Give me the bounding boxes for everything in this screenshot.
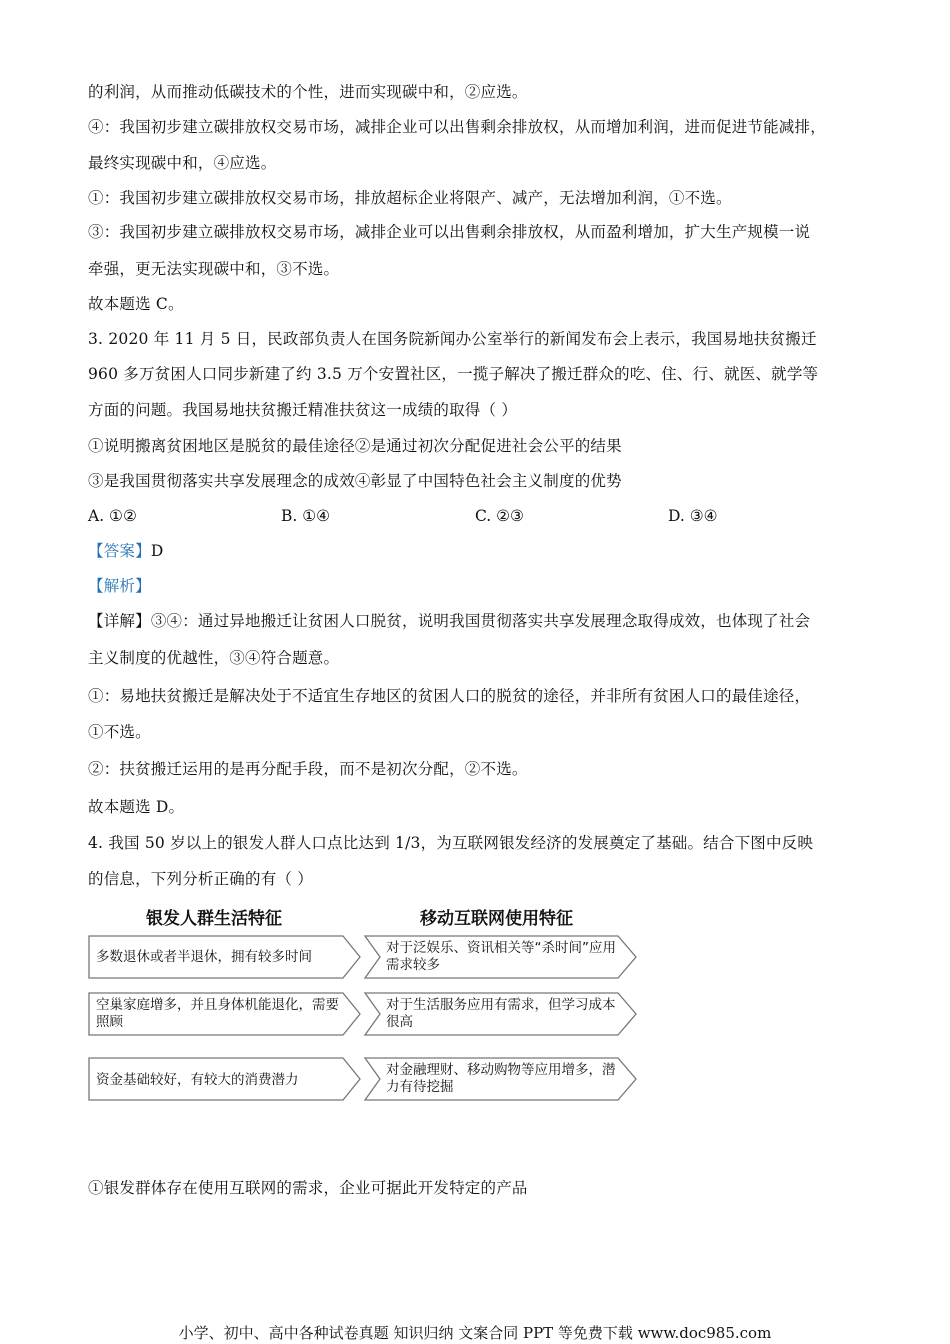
analysis-tag: 【解析】 [88,577,151,595]
question-3-statement: ③是我国贯彻落实共享发展理念的成效④彰显了中国特色社会主义制度的优势 [88,472,622,490]
question-3-line: 3. 2020 年 11 月 5 日，民政部负责人在国务院新闻办公室举行的新闻发布会上表示，我国易地扶贫搬迁 [88,330,817,348]
right-box-1-text: 对于泛娱乐、资讯相关等“杀时间”应用需求较多 [386,940,616,973]
answer-line [88,540,868,562]
question-4-line: 4. 我国 50 岁以上的银发人群人口点比达到 1/3，为互联网银发经济的发展奠定了基础。结合下图中反映 [88,834,814,852]
left-box-1-text: 多数退休或者半退休，拥有较多时间 [96,949,312,965]
detail-text: ③④：通过异地搬迁让贫困人口脱贫，说明我国贯彻落实共享发展理念取得成效，也体现了社会 [150,612,811,630]
statement-1: ①银发群体存在使用互联网的需求，企业可据此开发特定的产品 [88,1179,528,1197]
left-box-2-text: 空巢家庭增多，并且身体机能退化，需要照顾 [96,997,339,1030]
answer-value: D [150,542,164,560]
option-b: B. ①④ [281,507,331,525]
question-3-line: 方面的问题。我国易地扶贫搬迁精准扶贫这一成绩的取得（ ） [88,401,518,419]
right-box-3-text: 对金融理财、移动购物等应用增多，潜力有待挖掘 [386,1062,616,1095]
silver-economy-diagram [88,900,648,1105]
left-column-title: 银发人群生活特征 [146,909,282,929]
left-box-3-text: 资金基础较好，有较大的消费潜力 [96,1072,299,1088]
paragraph-line: 最终实现碳中和，④应选。 [88,154,277,172]
question-3-line: 960 多万贫困人口同步新建了约 3.5 万个安置社区，一揽子解决了搬迁群众的吃、住、行、就医、就学等 [88,365,819,383]
paragraph-line: 牵强，更无法实现碳中和，③不选。 [88,260,340,278]
right-column-title: 移动互联网使用特征 [420,909,573,929]
detail-line [88,610,868,632]
detail-line: 故本题选 D。 [88,798,185,816]
detail-line: ①：易地扶贫搬迁是解决处于不适宜生存地区的贫困人口的脱贫的途径，并非所有贫困人口的最佳途径， [88,687,811,705]
question-4-line: 的信息，下列分析正确的有（ ） [88,870,313,888]
answer-tag: 【答案】 [88,542,151,560]
paragraph-line: 的利润，从而推动低碳技术的个性，进而实现碳中和，②应选。 [88,83,528,101]
paragraph-line: ③：我国初步建立碳排放权交易市场，减排企业可以出售剩余排放权，从而盈利增加，扩大生产规模一说 [88,223,811,241]
detail-tag: 【详解】 [88,612,151,630]
paragraph-line: ①：我国初步建立碳排放权交易市场，排放超标企业将限产、减产，无法增加利润，①不选。 [88,189,732,207]
page-footer: 小学、初中、高中各种试卷真题 知识归纳 文案合同 PPT 等免费下载 www.doc985.com [178,1324,772,1342]
option-d: D. ③④ [668,507,718,525]
option-c: C. ②③ [475,507,524,525]
right-box-2-text: 对于生活服务应用有需求，但学习成本很高 [386,997,616,1030]
detail-line: 主义制度的优越性，③④符合题意。 [88,649,340,667]
detail-line: ②：扶贫搬迁运用的是再分配手段，而不是初次分配，②不选。 [88,760,528,778]
detail-line: ①不选。 [88,723,151,741]
question-3-statement: ①说明搬离贫困地区是脱贫的最佳途径②是通过初次分配促进社会公平的结果 [88,437,622,455]
paragraph-line: ④：我国初步建立碳排放权交易市场，减排企业可以出售剩余排放权，从而增加利润，进而促进节能减排， [88,118,826,136]
paragraph-line: 故本题选 C。 [88,295,184,313]
option-a: A. ①② [88,507,137,525]
